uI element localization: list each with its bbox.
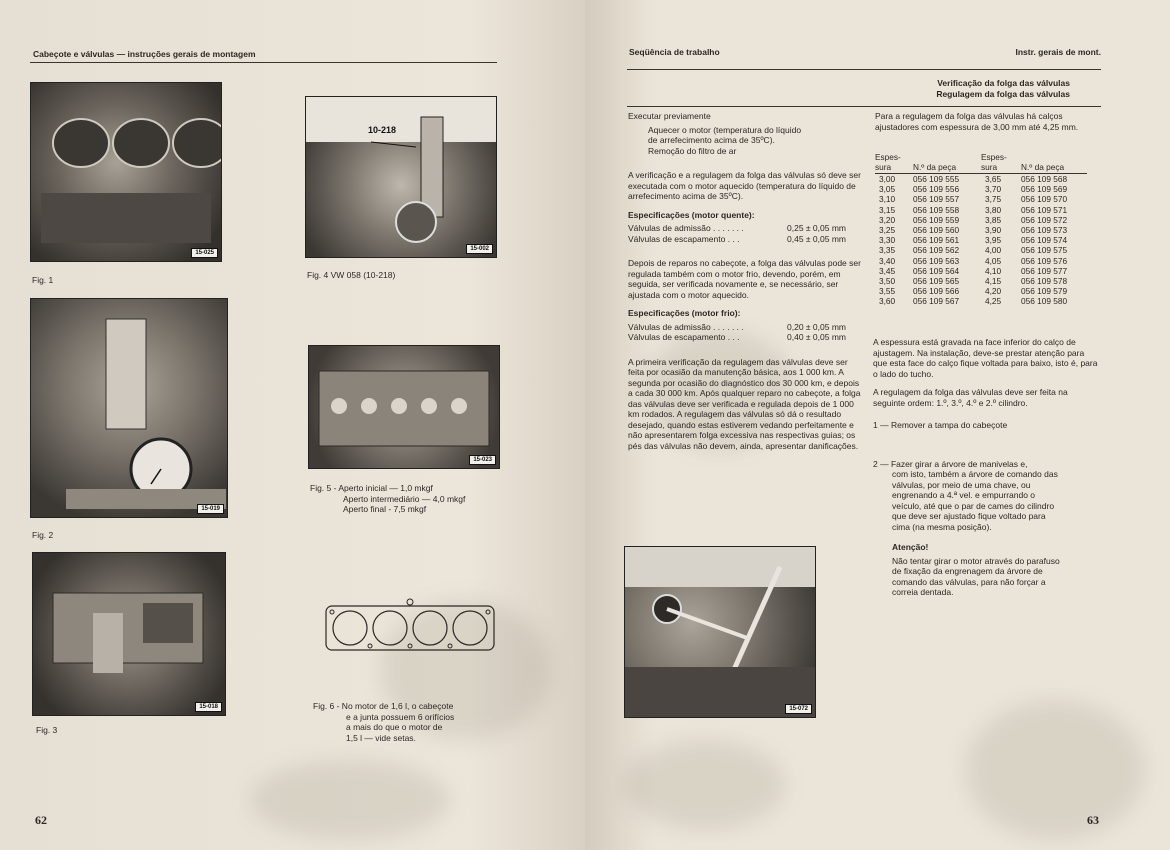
engine-block-illustration xyxy=(31,83,222,262)
thickness-cell: 3,70 xyxy=(985,184,1002,195)
fig1-label: Fig. 1 xyxy=(32,275,54,285)
step-2-rest: com isto, também a árvore de comando das válvulas, por meio de uma chave, ou engrenando a 4.ª vel. e empurrando o veículo, até que o par de cames do cilindro que deve ser ajustado fique voltado para cima (na mesma posição). xyxy=(892,469,1058,532)
part-number-cell: 056 109 564 xyxy=(913,265,960,276)
part-number-cell: 056 109 568 xyxy=(1021,174,1068,184)
cold-spec-exhaust-value: 0,40 ± 0,05 mm xyxy=(787,332,846,342)
hot-spec-exhaust-label: Válvulas de escapamento . . . xyxy=(628,233,740,244)
left-header-rule xyxy=(30,62,497,63)
col-part-number-1: N.º da peça xyxy=(913,153,981,174)
para-after-repair: Depois de reparos no cabeçote, a folga das válvulas pode ser regulada também com o motor frio, devendo, porém, em seguida, ser verificada novamente e, se necessário, ser ajustada com o motor aquecido. xyxy=(628,258,861,300)
thickness-cell: 3,90 xyxy=(985,225,1002,236)
valve-tool-illustration xyxy=(306,97,497,258)
table-row xyxy=(875,205,1087,215)
fig2-label: Fig. 2 xyxy=(32,530,54,540)
pre-title: Executar previamente xyxy=(628,111,711,121)
hot-spec-intake-value: 0,25 ± 0,05 mm xyxy=(787,223,846,233)
pre-step-2: de arrefecimento acima de 35ºC). xyxy=(648,135,775,145)
table-row xyxy=(875,276,1087,286)
shim-parts-table xyxy=(875,153,1087,307)
thickness-cell: 3,65 xyxy=(985,174,1002,184)
part-number-cell: 056 109 571 xyxy=(1021,204,1068,215)
hot-spec-exhaust-row xyxy=(628,234,846,245)
para-shim-engraving: A espessura está gravada na face inferior do calço de ajustagem. Na instalação, deve-se prestar atenção para que esta face do calço fique voltada para baixo, isto é, para o lado do tucho. xyxy=(873,337,1098,379)
hot-spec-intake-label: Válvulas de admissão . . . . . . . xyxy=(628,223,744,233)
thickness-cell: 4,15 xyxy=(985,276,1002,287)
fig3-label: Fig. 3 xyxy=(36,725,58,735)
cylinder-head-illustration xyxy=(33,553,226,716)
thickness-cell: 3,85 xyxy=(985,214,1002,225)
right-header-right: Instr. gerais de mont. xyxy=(1015,47,1101,57)
part-number-cell: 056 109 573 xyxy=(1021,225,1068,236)
part-number-cell: 056 109 576 xyxy=(1021,255,1068,266)
table-row xyxy=(875,296,1087,306)
fig3-photo xyxy=(32,552,226,716)
fig4-callout: 10-218 xyxy=(368,125,397,135)
fig2-photo xyxy=(30,298,228,518)
right-header-left: Seqüência de trabalho xyxy=(629,47,720,57)
para-warm-engine: A verificação e a regulagem da folga das válvulas só deve ser executada com o motor aquecido (temperatura do líquido de arrefecimento acima de 35ºC). xyxy=(628,170,861,201)
table-row xyxy=(875,245,1087,255)
table-row xyxy=(875,235,1087,245)
fig1-tag: 15-025 xyxy=(191,248,218,258)
part-number-cell: 056 109 567 xyxy=(913,296,960,307)
right-page xyxy=(585,0,1170,850)
left-column-text xyxy=(628,111,865,459)
hot-spec-intake-row xyxy=(628,223,846,234)
part-number-cell: 056 109 559 xyxy=(913,214,960,225)
col-thickness-2: Espes- sura xyxy=(981,153,1021,174)
thickness-cell: 3,55 xyxy=(879,286,896,297)
part-number-cell: 056 109 561 xyxy=(913,235,960,246)
left-header: Cabeçote e válvulas — instruções gerais de montagem xyxy=(33,49,256,59)
fig6-line4: 1,5 l — vide setas. xyxy=(346,732,416,743)
pre-step-1: Aquecer o motor (temperatura do líquido xyxy=(648,124,802,135)
part-number-cell: 056 109 574 xyxy=(1021,235,1068,246)
part-number-cell: 056 109 569 xyxy=(1021,184,1068,195)
part-number-cell: 056 109 575 xyxy=(1021,245,1068,256)
thickness-cell: 3,05 xyxy=(879,184,896,195)
col-thickness-1: Espes- sura xyxy=(875,153,913,174)
part-number-cell: 056 109 579 xyxy=(1021,286,1068,297)
step-2-first: 2 — Fazer girar a árvore de manivelas e, xyxy=(873,458,1028,469)
table-row xyxy=(875,215,1087,225)
table-header-row xyxy=(875,153,1087,174)
table-row xyxy=(875,256,1087,266)
left-page-number: 62 xyxy=(35,813,47,827)
right-subtitles xyxy=(936,78,1070,99)
cold-spec-title: Especificações (motor frio): xyxy=(628,308,741,318)
attention-title: Atenção! xyxy=(892,542,929,552)
table-row xyxy=(875,286,1087,296)
thickness-cell: 4,05 xyxy=(985,255,1002,266)
table-row xyxy=(875,266,1087,276)
attention-text: Não tentar girar o motor através do parafuso de fixação da engrenagem da árvore de comando das válvulas, para não forçar a correia dentada. xyxy=(892,555,1060,597)
table-row xyxy=(875,184,1087,194)
fig4-label: Fig. 4 VW 058 (10-218) xyxy=(307,270,396,280)
table-body xyxy=(875,174,1087,307)
para-inspection-schedule: A primeira verificação da regulagem das válvulas deve ser feita por ocasião da manutenção básica, aos 1 000 km. A segunda por ocasião do diagnóstico dos 30 000 km, e depois a cada 30 000 km. Após qualquer reparo no cabeçote, a folga das válvulas deve ser verificada e regulada depois de 1 000 km rodados. A regulagem das válvulas só dá o resultado desejado, quando estas estiverem vedando perfeitamente e não apresentarem folga excessiva nas respectivas guias; os pés das válvulas não devem, ainda, apresentar danificações. xyxy=(628,356,861,451)
thickness-cell: 3,50 xyxy=(879,276,896,287)
subtitle-rule xyxy=(627,106,1101,107)
col-part-number-2: N.º da peça xyxy=(1021,153,1087,174)
table-row xyxy=(875,194,1087,204)
thickness-cell: 3,40 xyxy=(879,255,896,266)
valve-spring-tester-illustration xyxy=(31,299,228,518)
fig6-line3: a mais do que o motor de xyxy=(346,722,443,732)
fig6-line2: e a junta possuem 6 orifícios xyxy=(346,711,455,722)
fig5-line2: Aperto intermediário — 4,0 mkgf xyxy=(343,493,466,504)
feeler-gauge-illustration xyxy=(625,547,816,718)
thickness-cell: 3,30 xyxy=(879,235,896,246)
part-number-cell: 056 109 572 xyxy=(1021,214,1068,225)
part-number-cell: 056 109 555 xyxy=(913,174,960,184)
right-column-text xyxy=(873,337,1098,598)
thickness-cell: 4,10 xyxy=(985,265,1002,276)
pre-step-3: Remoção do filtro de ar xyxy=(648,145,737,156)
fig1-photo xyxy=(30,82,222,262)
fig5-photo xyxy=(308,345,500,469)
thickness-cell: 3,10 xyxy=(879,194,896,205)
thickness-cell: 3,15 xyxy=(879,204,896,215)
feeler-photo-tag: 15-072 xyxy=(785,704,812,714)
fig5-label: Fig. 5 - Aperto inicial — 1,0 mkgf xyxy=(310,483,433,493)
thickness-cell: 3,35 xyxy=(879,245,896,256)
part-number-cell: 056 109 558 xyxy=(913,204,960,215)
cold-spec-intake-label: Válvulas de admissão . . . . . . . xyxy=(628,321,744,332)
thickness-cell: 3,25 xyxy=(879,225,896,236)
thickness-cell: 3,45 xyxy=(879,265,896,276)
right-header-rule xyxy=(627,69,1101,70)
subtitle-verification: Verificação da folga das válvulas xyxy=(937,78,1070,88)
cold-spec-intake-row xyxy=(628,322,846,333)
hot-spec-exhaust-value: 0,45 ± 0,05 mm xyxy=(787,233,846,244)
pre-steps xyxy=(628,125,865,157)
part-number-cell: 056 109 566 xyxy=(913,286,960,297)
fig4-photo xyxy=(305,96,497,258)
shim-intro: Para a regulagem da folga das válvulas há calços ajustadores com espessura de 3,00 mm até 4,25 mm. xyxy=(875,111,1079,132)
part-number-cell: 056 109 562 xyxy=(913,245,960,256)
feeler-gauge-photo xyxy=(624,546,816,718)
table-row xyxy=(875,174,1087,185)
fig6-caption xyxy=(313,701,454,743)
part-number-cell: 056 109 565 xyxy=(913,276,960,287)
thickness-cell: 4,20 xyxy=(985,286,1002,297)
subtitle-adjustment: Regulagem da folga das válvulas xyxy=(936,88,1070,99)
thickness-cell: 4,25 xyxy=(985,296,1002,307)
thickness-cell: 3,95 xyxy=(985,235,1002,246)
part-number-cell: 056 109 563 xyxy=(913,255,960,266)
cold-spec-intake-value: 0,20 ± 0,05 mm xyxy=(787,321,846,332)
thickness-cell: 3,80 xyxy=(985,204,1002,215)
fig4-tag: 15-002 xyxy=(466,244,493,254)
part-number-cell: 056 109 577 xyxy=(1021,265,1068,276)
step-1: 1 — Remover a tampa do cabeçote xyxy=(873,420,1008,430)
part-number-cell: 056 109 578 xyxy=(1021,276,1068,287)
camshaft-head-illustration xyxy=(309,346,500,469)
hot-spec-title: Especificações (motor quente): xyxy=(628,209,755,220)
thickness-cell: 3,20 xyxy=(879,214,896,225)
cold-spec-exhaust-row xyxy=(628,332,846,343)
part-number-cell: 056 109 557 xyxy=(913,194,960,205)
thickness-cell: 3,75 xyxy=(985,194,1002,205)
thickness-cell: 3,00 xyxy=(879,174,896,184)
thickness-cell: 4,00 xyxy=(985,245,1002,256)
fig5-caption xyxy=(310,483,465,515)
part-number-cell: 056 109 560 xyxy=(913,225,960,236)
para-adjust-order: A regulagem da folga das válvulas deve ser feita na seguinte ordem: 1.º, 3.º, 4.º e 2.º cilindro. xyxy=(873,387,1068,408)
fig3-tag: 15-018 xyxy=(195,702,222,712)
fig5-tag: 15-023 xyxy=(469,455,496,465)
table-row xyxy=(875,225,1087,235)
fig2-tag: 15-019 xyxy=(197,504,224,514)
part-number-cell: 056 109 580 xyxy=(1021,296,1068,307)
fig6-gasket-drawing xyxy=(320,596,500,660)
thickness-cell: 3,60 xyxy=(879,296,896,307)
fig5-line3: Aperto final - 7,5 mkgf xyxy=(343,504,427,514)
fig6-label: Fig. 6 - No motor de 1,6 l, o cabeçote xyxy=(313,701,454,711)
part-number-cell: 056 109 556 xyxy=(913,184,960,195)
right-page-number: 63 xyxy=(1087,813,1099,827)
cold-spec-exhaust-label: Válvulas de escapamento . . . xyxy=(628,332,740,342)
part-number-cell: 056 109 570 xyxy=(1021,194,1068,205)
